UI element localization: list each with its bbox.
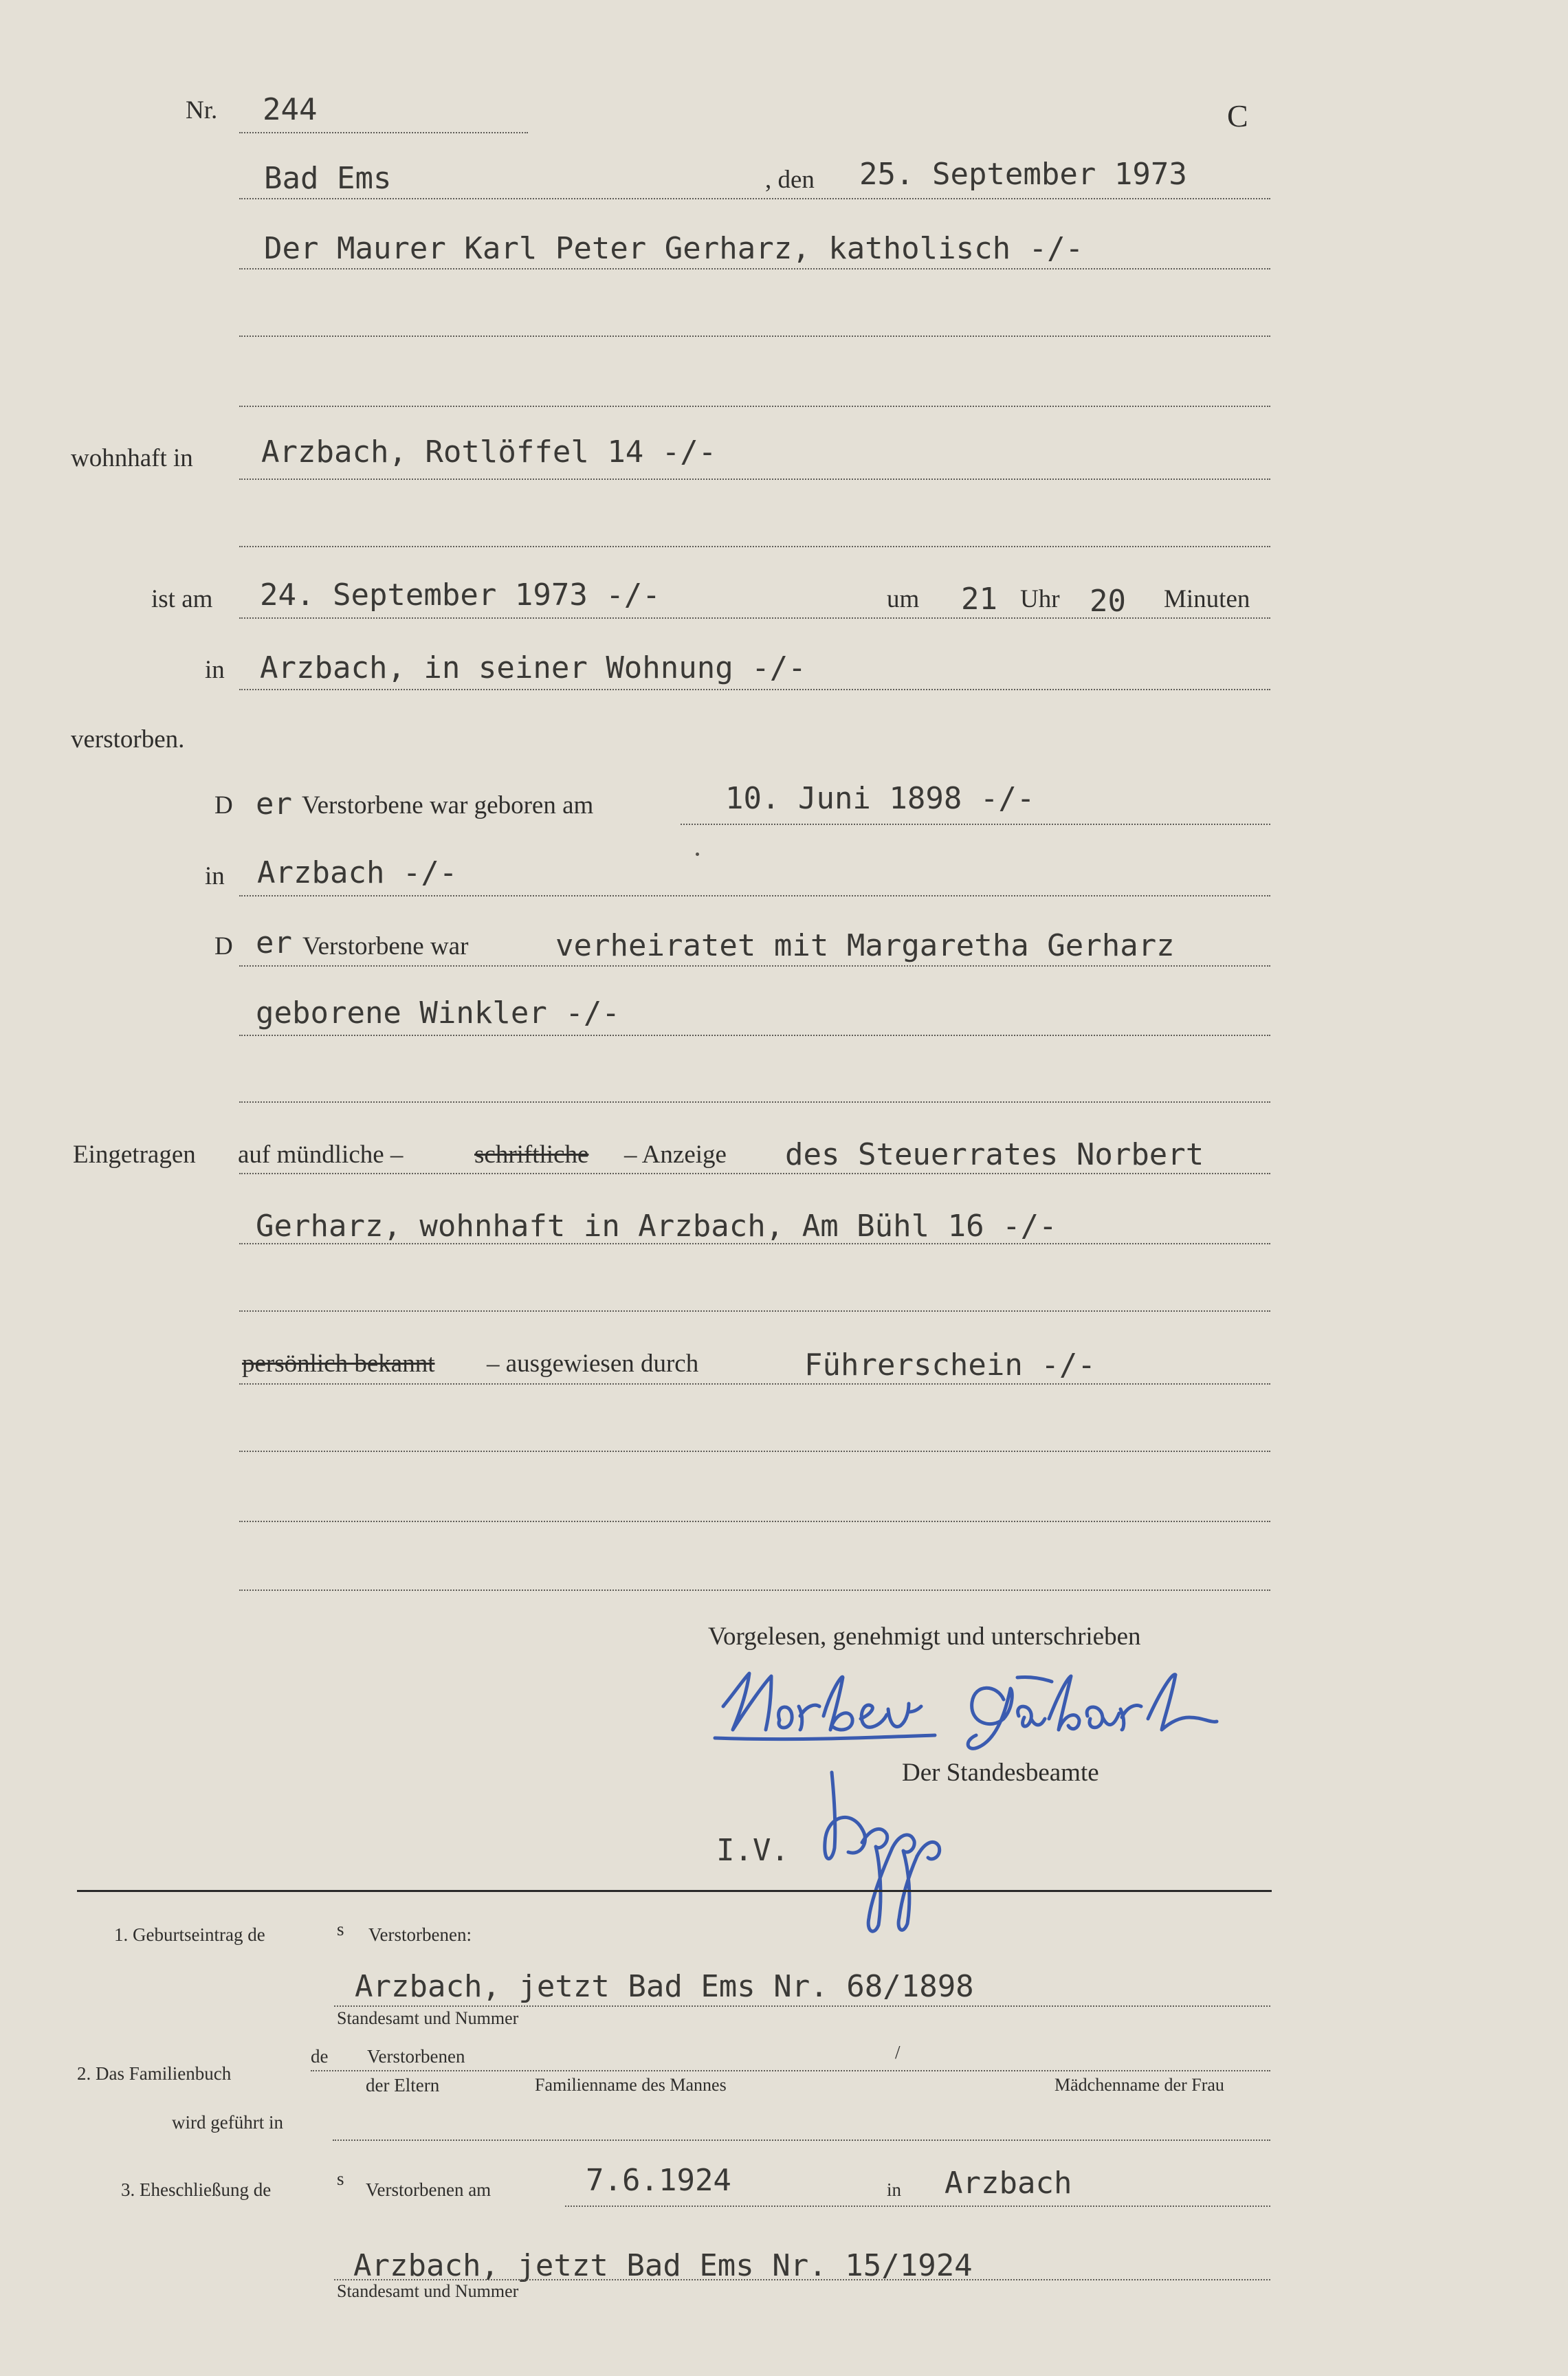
item2-eltern: der Eltern xyxy=(366,2075,440,2096)
nr-label: Nr. xyxy=(186,96,218,124)
person-line1-rule xyxy=(239,268,1270,270)
death-date-line xyxy=(239,617,1270,619)
informant-line1-rule xyxy=(239,1173,1270,1174)
date-line xyxy=(239,198,1270,199)
ausgewiesen-label: – ausgewiesen durch xyxy=(487,1350,699,1378)
blank-line xyxy=(239,1590,1270,1591)
registrar-signature xyxy=(811,1760,962,1939)
iv-label: I.V. xyxy=(716,1833,789,1868)
birth-place-line xyxy=(239,895,1270,896)
item3-mid: Verstorbenen am xyxy=(366,2179,492,2200)
birth-date-line xyxy=(681,824,1270,825)
item2-mann-caption: Familienname des Mannes xyxy=(535,2075,727,2095)
standesamt-caption: Standesamt und Nummer xyxy=(337,2281,519,2301)
item2-slash: / xyxy=(895,2042,901,2062)
ink-dot xyxy=(696,852,699,856)
informant-line2: Gerharz, wohnhaft in Arzbach, Am Bühl 16 -/- xyxy=(256,1209,1057,1244)
item3-date-line xyxy=(565,2206,1270,2207)
blank-line xyxy=(239,336,1270,337)
informant-line2-rule xyxy=(239,1243,1270,1244)
verstorben-label: verstorben. xyxy=(71,725,185,754)
war-label: Verstorbene war xyxy=(302,932,469,960)
eingetragen-label: Eingetragen xyxy=(73,1141,196,1169)
person-line1: Der Maurer Karl Peter Gerharz, katholisch -/- xyxy=(264,231,1084,266)
death-minutes: 20 xyxy=(1090,584,1126,619)
item1-line xyxy=(334,2005,1270,2007)
item3-s: s xyxy=(337,2168,344,2189)
minuten-label: Minuten xyxy=(1164,585,1250,613)
item3-place: Arzbach xyxy=(945,2166,1072,2201)
register-letter: C xyxy=(1227,98,1248,133)
death-hour: 21 xyxy=(961,582,997,617)
item2-gefuehrt-line xyxy=(333,2140,1270,2141)
death-in-label: in xyxy=(205,656,225,684)
d-label: D xyxy=(214,932,233,960)
item3-line xyxy=(334,2279,1270,2280)
blank-line xyxy=(239,1101,1270,1103)
birth-in-label: in xyxy=(205,862,225,890)
date-value: 25. September 1973 xyxy=(859,157,1187,192)
section-separator xyxy=(77,1890,1272,1892)
item3-value: Arzbach, jetzt Bad Ems Nr. 15/1924 xyxy=(353,2248,973,2283)
marital-line2: geborene Winkler -/- xyxy=(256,996,620,1031)
standesamt-caption: Standesamt und Nummer xyxy=(337,2008,519,2028)
marital-line1-rule xyxy=(239,965,1270,967)
anzeige-label: – Anzeige xyxy=(624,1141,727,1169)
vorgelesen-label: Vorgelesen, genehmigt und unterschrieben xyxy=(708,1622,1141,1651)
item1-s: s xyxy=(337,1919,344,1939)
blank-line xyxy=(239,406,1270,407)
id-document: Führerschein -/- xyxy=(804,1348,1096,1383)
item3-label: 3. Eheschließung de xyxy=(121,2179,272,2200)
persoenlich-label-struck: persönlich bekannt xyxy=(242,1350,435,1378)
place-value: Bad Ems xyxy=(264,161,392,196)
item2-de: de xyxy=(311,2046,329,2067)
residence-line xyxy=(239,478,1270,480)
muendliche-label: auf mündliche – xyxy=(238,1141,404,1169)
residence-value: Arzbach, Rotlöffel 14 -/- xyxy=(261,434,717,470)
den-label: , den xyxy=(765,166,815,194)
birth-date: 10. Juni 1898 -/- xyxy=(725,781,1035,816)
wohnhaft-label: wohnhaft in xyxy=(71,444,193,472)
born-label: Verstorbene war geboren am xyxy=(302,791,594,820)
er-typed: er xyxy=(256,786,292,822)
ist-am-label: ist am xyxy=(151,585,213,613)
id-document-line xyxy=(239,1383,1270,1385)
item1-label: 1. Geburtseintrag de xyxy=(114,1924,265,1945)
blank-line xyxy=(239,1521,1270,1522)
marital-line1: verheiratet mit Margaretha Gerharz xyxy=(555,928,1175,963)
item3-in: in xyxy=(887,2179,902,2200)
item2-frau-caption: Mädchenname der Frau xyxy=(1054,2075,1224,2095)
marital-line2-rule xyxy=(239,1035,1270,1036)
death-place-line xyxy=(239,689,1270,690)
uhr-label: Uhr xyxy=(1020,585,1060,613)
item3-date: 7.6.1924 xyxy=(586,2163,731,2198)
blank-line xyxy=(239,1451,1270,1452)
informant-line1: des Steuerrates Norbert xyxy=(785,1137,1204,1172)
blank-line xyxy=(239,546,1270,547)
item1-suffix: Verstorbenen: xyxy=(368,1924,472,1945)
death-date: 24. September 1973 -/- xyxy=(260,578,661,613)
item2-line xyxy=(311,2070,1270,2071)
standesbeamte-label: Der Standesbeamte xyxy=(902,1759,1099,1787)
blank-line xyxy=(239,1310,1270,1312)
schriftliche-label-struck: schriftliche xyxy=(474,1141,589,1169)
um-label: um xyxy=(887,585,920,613)
item2-gefuehrt: wird geführt in xyxy=(172,2112,283,2133)
er-typed: er xyxy=(256,925,292,960)
nr-line xyxy=(239,132,528,133)
informant-signature xyxy=(708,1664,1244,1753)
d-label: D xyxy=(214,791,233,820)
death-place: Arzbach, in seiner Wohnung -/- xyxy=(260,650,806,685)
birth-place: Arzbach -/- xyxy=(257,855,458,890)
item2-verstorbenen: Verstorbenen xyxy=(367,2046,465,2067)
nr-value: 244 xyxy=(263,92,318,127)
item2-label: 2. Das Familienbuch xyxy=(77,2063,232,2084)
item1-value: Arzbach, jetzt Bad Ems Nr. 68/1898 xyxy=(355,1969,974,2004)
